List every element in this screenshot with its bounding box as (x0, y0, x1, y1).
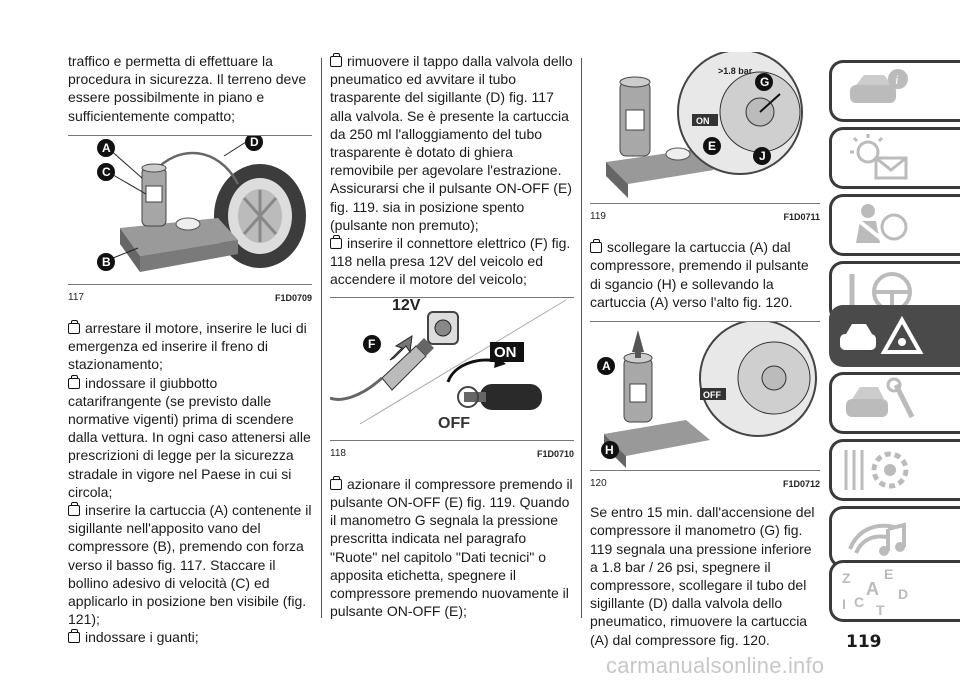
text-column-3 (590, 52, 820, 649)
svg-text:D: D (250, 135, 259, 149)
callout-a (97, 139, 115, 157)
index-letter: C (854, 594, 865, 610)
watermark: carmanualsonline.info (606, 653, 825, 678)
text-column-1 (68, 52, 312, 647)
multimedia-icon (832, 509, 952, 565)
svg-text:C: C (102, 164, 111, 179)
maintenance-icon (832, 375, 952, 431)
bullet-icon (68, 378, 80, 389)
figure-code: F1D0709 (274, 292, 312, 303)
index-letter: A (866, 579, 879, 599)
index-icon (832, 563, 952, 619)
bullet-icon (330, 238, 342, 249)
list-item: inserire la cartuccia (A) contenente il sigillante nell'apposito vano del compressore (B), premendo con forza verso il basso fig. 117. Staccare il bollino adesivo di velocità (C) ed applicarlo in posizione ben visibile (fig. 121); (68, 502, 312, 628)
ignition-key-icon (448, 356, 542, 410)
list-item: arrestare il motore, inserire le luci di emergenza ed inserire il freno di stazionamento; (68, 320, 307, 373)
svg-text:A: A (102, 140, 111, 155)
power-plug-illustration (330, 298, 574, 440)
figure-number: 118 (330, 447, 346, 459)
gauge-icon (700, 322, 816, 436)
callout-f: F (368, 336, 376, 351)
bullet-list (590, 238, 820, 311)
list-item: inserire il connettore elettrico (F) fig. 118 nella presa 12V del veicolo ed accendere il motore del veicolo; (330, 235, 571, 288)
figure-120-caption (590, 471, 820, 493)
index-letter: Z (842, 570, 851, 586)
list-item: azionare il compressore premendo il pulsante ON-OFF (E) fig. 119. Quando il manometro G segnala la pressione prescritta indicata nel paragrafo "Ruote" nel capitolo "Dati tecnici" o apposita etichetta, spegnere il compressore premendo nuovamente il pulsante ON-OFF (E); (330, 475, 573, 620)
label-on: ON (494, 343, 517, 361)
label-on: ON (696, 116, 710, 126)
text-column-2 (330, 52, 574, 620)
tab-maintenance[interactable] (829, 372, 960, 434)
label-off: OFF (438, 414, 470, 432)
intro-paragraph: traffico e permetta di effettuare la procedura in sicurezza. Il terreno deve essere possibilmente in piano e sufficientemente compatto; (68, 53, 307, 124)
figure-117 (68, 135, 312, 285)
callout-b (97, 253, 115, 271)
bullet-icon (330, 56, 342, 67)
figure-number: 120 (590, 478, 607, 490)
tab-technical-data[interactable] (829, 439, 960, 501)
bullet-icon (590, 242, 602, 253)
figure-118-caption (330, 441, 574, 463)
page-number: 119 (846, 632, 882, 652)
airbag-safety-icon (832, 197, 952, 253)
label-off: OFF (703, 390, 721, 401)
emergency-icon (832, 308, 952, 364)
tab-index[interactable] (829, 560, 960, 622)
callout-g: G (760, 75, 770, 89)
pressure-label: >1.8 bar (718, 66, 753, 76)
figure-120 (590, 321, 820, 471)
column-divider (321, 58, 322, 618)
label-12v: 12V (392, 297, 421, 314)
figure-code: F1D0712 (782, 479, 820, 490)
index-letter: T (876, 602, 885, 618)
callout-j: J (759, 149, 766, 163)
bullet-icon (68, 632, 80, 643)
cartridge-removal-illustration (590, 322, 820, 470)
figure-code: F1D0711 (783, 212, 820, 222)
tab-multimedia[interactable] (829, 506, 960, 568)
column-divider (581, 58, 582, 618)
closing-paragraph: Se entro 15 min. dall'accensione del compressore il manometro (G) fig. 119 segnala una pressione inferiore a 1.8 bar / 26 psi, spegnere il compressore, scollegare il tubo del sigillante (D) dalla valvola dello pneumatico, rimuovere la cartuccia (A) dal compressore fig. 120. (590, 504, 815, 648)
callout-d (245, 136, 263, 151)
figure-code: F1D0710 (536, 448, 574, 459)
figure-117-caption (68, 285, 312, 307)
callout-e: E (708, 139, 717, 153)
callout-c (97, 163, 115, 181)
svg-text:B: B (102, 254, 111, 269)
list-item: indossare i guanti; (68, 628, 312, 646)
compressor-icon (604, 353, 710, 468)
bullet-list (330, 52, 574, 289)
index-letter: D (898, 586, 909, 602)
callout-h: H (605, 443, 614, 458)
bullet-icon (68, 323, 80, 334)
tab-airbag-safety[interactable] (829, 194, 960, 256)
technical-data-icon (832, 442, 952, 498)
car-info-icon (832, 63, 952, 119)
figure-119-caption (590, 204, 820, 226)
compressor-gauge-illustration (590, 52, 820, 202)
list-item: indossare il giubbotto catarifrangente (se previsto dalle normative vigenti) prima di scendere dalla vettura. In ogni caso attenersi alle prescrizioni di legge per la sicurezza stradale in vigore nel Paese in cui si circola; (68, 374, 311, 500)
index-letter: E (884, 566, 894, 582)
bullet-list (330, 475, 574, 621)
figure-number: 119 (590, 211, 606, 222)
socket-icon (428, 312, 458, 344)
bullet-icon (330, 479, 342, 490)
bullet-icon (68, 505, 80, 516)
figure-118 (330, 297, 574, 441)
svg-text:i: i (895, 72, 899, 87)
figure-number: 117 (68, 291, 84, 303)
bullet-list (68, 319, 312, 647)
tab-warning-lights[interactable] (829, 127, 960, 189)
callout-a: A (602, 359, 611, 374)
index-letter: I (842, 596, 846, 612)
list-item: rimuovere il tappo dalla valvola dello pneumatico ed avvitare il tubo trasparente del sigillante (D) fig. 117 alla valvola. Se è presente la cartuccia da 250 ml l'alloggiamento del tubo trasparente è dotato di ghiera removibile per agevolare l'estrazione. Assicurarsi che il pulsante ON-OFF (E) fig. 119. sia in posizione spento (pulsante non premuto); (330, 53, 573, 233)
list-item: scollegare la cartuccia (A) dal compressore, premendo il pulsante di sgancio (H) e sollevando la cartuccia (A) verso l'alto fig. 120. (590, 239, 809, 310)
figure-119 (590, 52, 820, 204)
plug-icon (330, 338, 434, 399)
compressor-tyre-illustration (68, 136, 312, 284)
tab-emergency[interactable] (829, 305, 960, 367)
warning-lights-icon (832, 130, 952, 186)
tab-car-info[interactable] (829, 60, 960, 122)
